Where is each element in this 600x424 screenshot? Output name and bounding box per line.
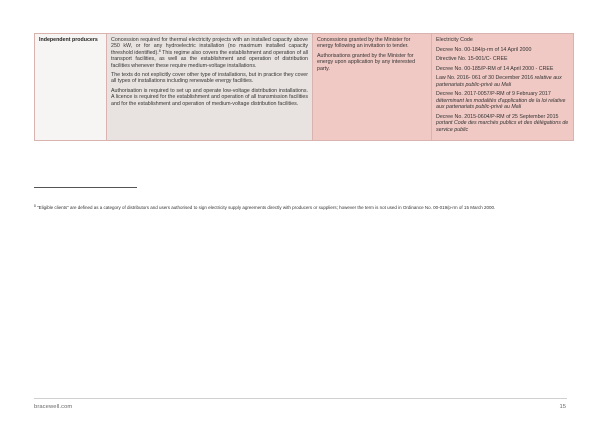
requirements-cell xyxy=(107,34,313,141)
page-number: 15 xyxy=(559,404,566,410)
legal-reference: Decree No. 00-185/P-RM of 14 April 2000 - CREE xyxy=(436,65,554,72)
footnote-divider xyxy=(34,187,137,188)
footnote xyxy=(34,205,549,211)
legal-references-cell xyxy=(432,34,574,141)
legal-reference: Decree No. 2017-0057/P-RM of 9 February 2017 déterminant les modalités d'application de la loi relative aux partenariats public-privé au Mali xyxy=(436,91,566,111)
footer-website[interactable]: bracewell.com xyxy=(34,404,73,410)
grant-procedure-cell xyxy=(313,34,432,141)
regulatory-table xyxy=(34,33,574,141)
footnote-reference[interactable]: 8 xyxy=(158,48,161,53)
procedure-paragraph: Authorisations granted by the Minister for energy upon application by any interested party. xyxy=(317,52,416,72)
footnote-text: "Eligible clients" are defined as a category of distributors and users authorised to sign electricity supply agreements directly with producers or suppliers; however the term is not used in Ordinance No. 00-019/p-rm of 15 March 2000. xyxy=(35,205,496,210)
footer-divider xyxy=(34,398,567,399)
footnote-number: 8 xyxy=(34,204,36,208)
requirements-paragraph: The texts do not explicitly cover other type of installations, but in practice they cover all types of installations including renewable energy facilities. xyxy=(111,72,308,85)
legal-reference: Law No. 2016- 061 of 30 December 2016 relative aux partenariats public-privé au Mali xyxy=(436,75,562,88)
procedure-paragraph: Concessions granted by the Minister for energy following an invitation to tender. xyxy=(317,37,411,50)
legal-reference: Directive No. 15-001/C- CREE xyxy=(436,56,508,63)
requirements-paragraph: Authorisation is required to set up and operate low-voltage distribution installations. A licence is required for the establishment and operation of all transmission facilities and for the establishment and operation of medium-voltage distribution facilities. xyxy=(111,87,308,107)
row-label: Independent producers xyxy=(39,37,98,43)
requirements-paragraph: Concession required for thermal electricity projects with an installed capacity above 250 kW, or for any hydroelectric installation (no maximum installed capacity threshold identified).$^8$ This regime also covers the establishment and operation of all transport facilities, as well as the establishment and operation of distribution facilities whenever these require medium-voltage installations. xyxy=(111,37,308,69)
legal-reference: Decree No. 2015-0604/P-RM of 25 September 2015 portant Code des marchés publics et des délégations de service public xyxy=(436,113,569,133)
legal-reference: Electricity Code xyxy=(436,37,473,43)
row-label-cell xyxy=(35,34,107,141)
legal-reference: Decree No. 00-184/p-rm of 14 April 2000 xyxy=(436,46,532,53)
table-row xyxy=(35,34,574,141)
